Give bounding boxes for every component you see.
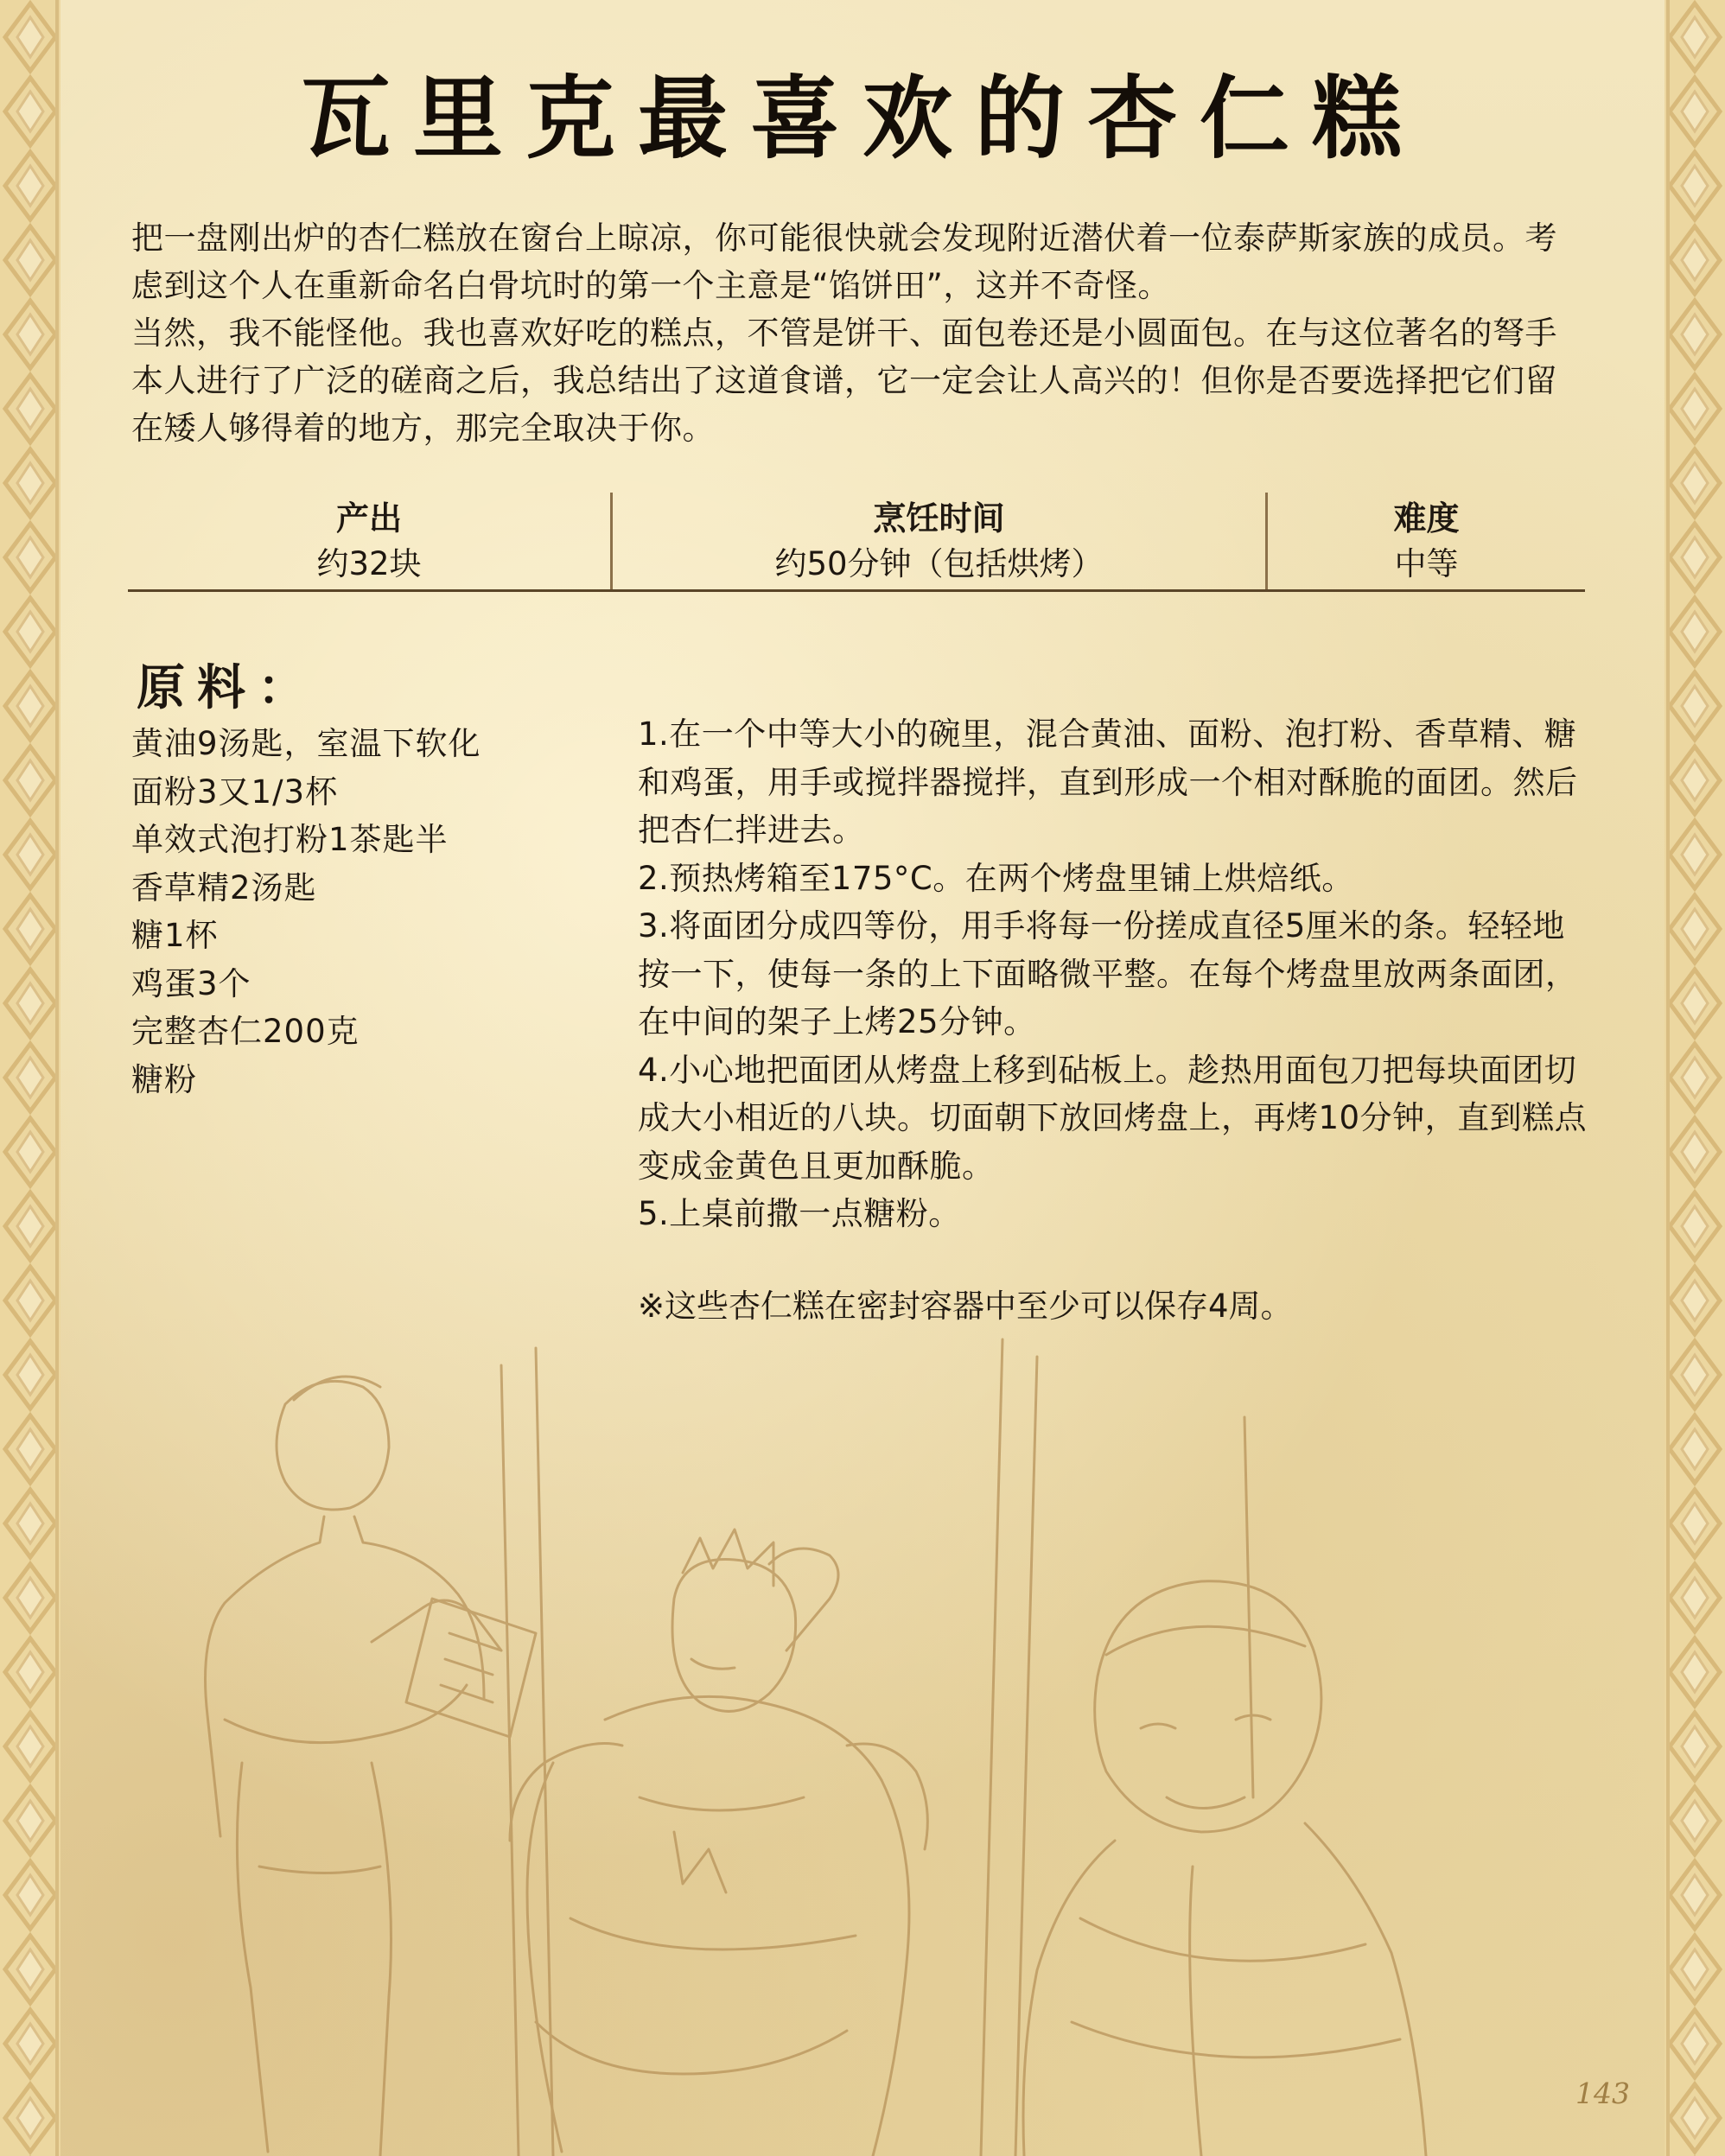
right-ornamental-border bbox=[1665, 0, 1725, 2156]
stat-difficulty bbox=[1265, 493, 1585, 589]
stat-yield bbox=[128, 493, 610, 589]
intro-paragraph-2: 当然，我不能怪他。我也喜欢好吃的糕点，不管是饼干、面包卷还是小圆面包。在与这位著名的弩手本人进行了广泛的磋商之后，我总结出了这道食谱，它一定会让人高兴的！但你是否要选择把它们留在矮人够得着的地方，那完全取决于你。 bbox=[131, 315, 1557, 447]
stat-difficulty-value: 中等 bbox=[1394, 545, 1459, 582]
instruction-step: 5.上桌前撒一点糖粉。 bbox=[638, 1195, 961, 1232]
page-number: 143 bbox=[1575, 2077, 1630, 2110]
instructions-list bbox=[638, 710, 1588, 1238]
ingredient-item: 香草精2汤匙 bbox=[131, 868, 317, 906]
sketch-illustration bbox=[173, 1313, 1556, 2156]
left-ornamental-border bbox=[0, 0, 60, 2156]
instruction-step: 4.小心地把面团从烤盘上移到砧板上。趁热用面包刀把每块面团切成大小相近的八块。切面朝下放回烤盘上，再烤10分钟，直到糕点变成金黄色且更加酥脆。 bbox=[638, 1051, 1588, 1185]
ingredient-item: 面粉3又1/3杯 bbox=[131, 773, 339, 811]
ingredients-list bbox=[131, 720, 650, 1103]
ingredient-item: 糖1杯 bbox=[131, 917, 219, 954]
stat-cook-time bbox=[610, 493, 1265, 589]
intro-paragraph-1: 把一盘刚出炉的杏仁糕放在窗台上晾凉，你可能很快就会发现附近潜伏着一位泰萨斯家族的成员。考虑到这个人在重新命名白骨坑时的第一个主意是“馅饼田”，这并不奇怪。 bbox=[131, 219, 1557, 304]
ingredient-item: 鸡蛋3个 bbox=[131, 964, 251, 1002]
intro-text bbox=[131, 214, 1583, 452]
ingredient-item: 单效式泡打粉1茶匙半 bbox=[131, 821, 449, 858]
instruction-step: 2.预热烤箱至175°C。在两个烤盘里铺上烘焙纸。 bbox=[638, 859, 1354, 897]
ingredient-item: 糖粉 bbox=[131, 1060, 197, 1098]
stat-yield-value: 约32块 bbox=[316, 545, 422, 582]
stat-cook-time-label: 烹饪时间 bbox=[873, 499, 1005, 537]
instruction-step: 1.在一个中等大小的碗里，混合黄油、面粉、泡打粉、香草精、糖和鸡蛋，用手或搅拌器搅拌，直到形成一个相对酥脆的面团。然后把杏仁拌进去。 bbox=[638, 715, 1578, 849]
ingredient-item: 黄油9汤匙，室温下软化 bbox=[131, 725, 481, 762]
stat-cook-time-value: 约50分钟（包括烘烤） bbox=[774, 545, 1104, 582]
ingredient-item: 完整杏仁200克 bbox=[131, 1013, 360, 1050]
ingredients-heading: 原料： bbox=[137, 659, 318, 716]
storage-note: ※这些杏仁糕在密封容器中至少可以保存4周。 bbox=[638, 1288, 1293, 1325]
stat-difficulty-label: 难度 bbox=[1393, 499, 1460, 537]
stat-yield-label: 产出 bbox=[335, 499, 402, 537]
instruction-step: 3.将面团分成四等份，用手将每一份搓成直径5厘米的条。轻轻地按一下，使每一条的上下面略微平整。在每个烤盘里放两条面团，在中间的架子上烤25分钟。 bbox=[638, 907, 1578, 1040]
recipe-title: 瓦里克最喜欢的杏仁糕 bbox=[300, 65, 1424, 171]
recipe-stats-bar bbox=[128, 493, 1585, 592]
